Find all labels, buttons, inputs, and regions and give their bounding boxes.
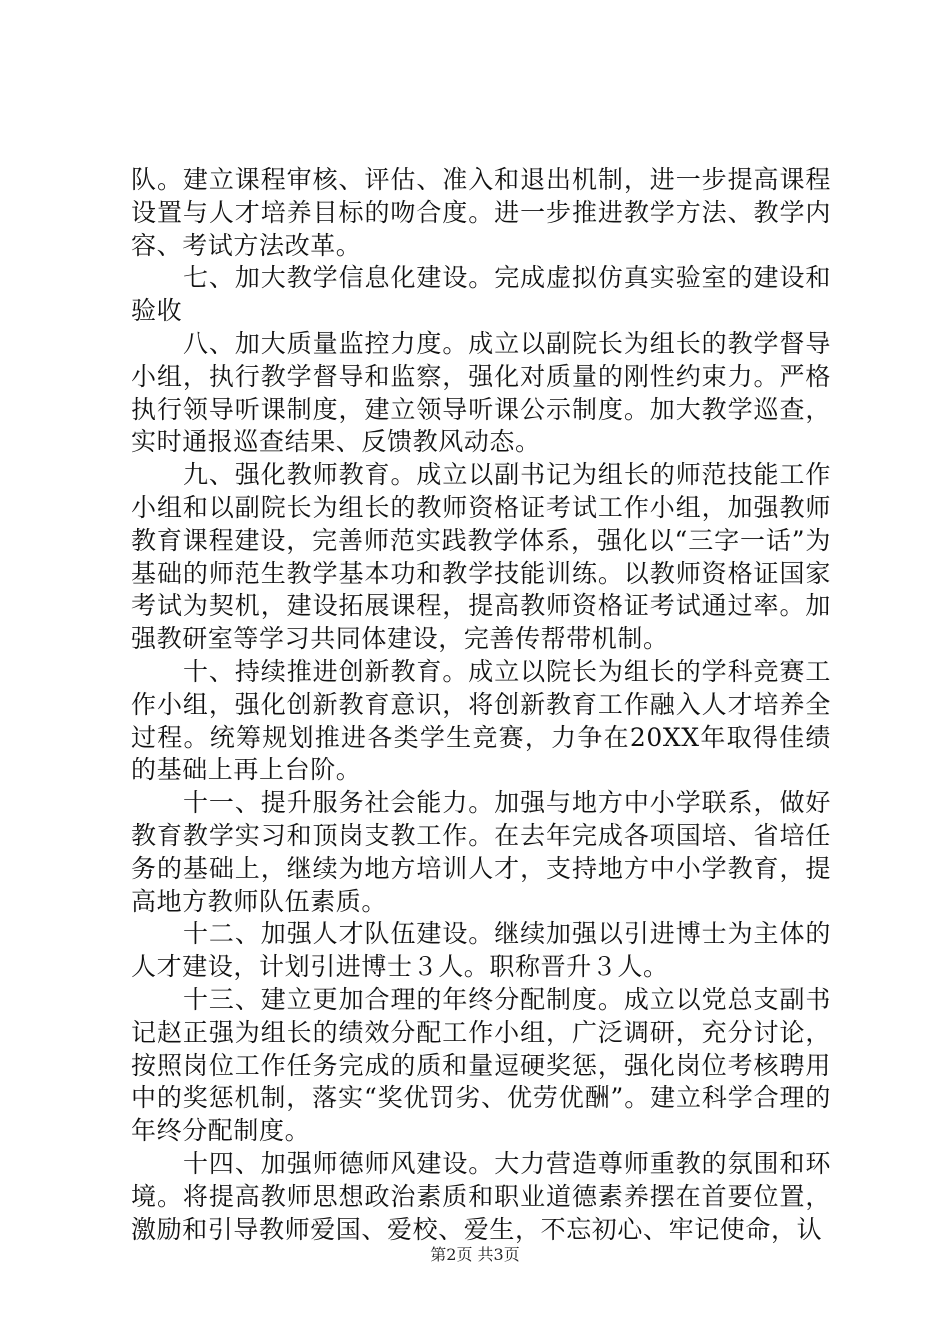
paragraph: 七、加大教学信息化建设。完成虚拟仿真实验室的建设和验收 xyxy=(131,263,831,326)
paragraph: 十二、加强人才队伍建设。继续加强以引进博士为主体的人才建设，计划引进博士３人。职称晋升３人。 xyxy=(131,919,831,982)
paragraph: 十一、提升服务社会能力。加强与地方中小学联系，做好教育教学实习和顶岗支教工作。在去年完成各项国培、省培任务的基础上，继续为地方培训人才，支持地方中小学教育，提高地方教师队伍素质。 xyxy=(131,788,831,916)
page-footer: 第2页 共3页 xyxy=(430,1245,520,1264)
paragraph: 十三、建立更加合理的年终分配制度。成立以党总支副书记赵正强为组长的绩效分配工作小组，广泛调研，充分讨论，按照岗位工作任务完成的质和量逗硬奖惩，强化岗位考核聘用中的奖惩机制，落实“奖优罚劣、优劳优酬”。建立科学合理的年终分配制度。 xyxy=(131,984,831,1146)
document-body xyxy=(131,164,831,1246)
paragraph: 八、加大质量监控力度。成立以副院长为组长的教学督导小组，执行教学督导和监察，强化对质量的刚性约束力。严格执行领导听课制度，建立领导听课公示制度。加大教学巡查，实时通报巡查结果、反馈教风动态。 xyxy=(131,328,831,457)
paragraph: 九、强化教师教育。成立以副书记为组长的师范技能工作小组和以副院长为组长的教师资格证考试工作小组，加强教师教育课程建设，完善师范实践教学体系，强化以“三字一话”为基础的师范生教学基本功和教学技能训练。以教师资格证国家考试为契机，建设拓展课程，提高教师资格证考试通过率。加强教研室等学习共同体建设，完善传帮带机制。 xyxy=(131,460,831,654)
paragraph: 队。建立课程审核、评估、准入和退出机制，进一步提高课程设置与人才培养目标的吻合度。进一步推进教学方法、教学内容、考试方法改革。 xyxy=(131,165,831,260)
paragraph: 十四、加强师德师风建设。大力营造尊师重教的氛围和环境。将提高教师思想政治素质和职业道德素养摆在首要位置，激励和引导教师爱国、爱校、爱生，不忘初心、牢记使命，认 xyxy=(131,1148,831,1244)
paragraph: 十、持续推进创新教育。成立以院长为组长的学科竞赛工作小组，强化创新教育意识，将创新教育工作融入人才培养全过程。统筹规划推进各类学生竞赛，力争在20XX年取得佳绩的基础上再上台阶。 xyxy=(131,656,831,785)
